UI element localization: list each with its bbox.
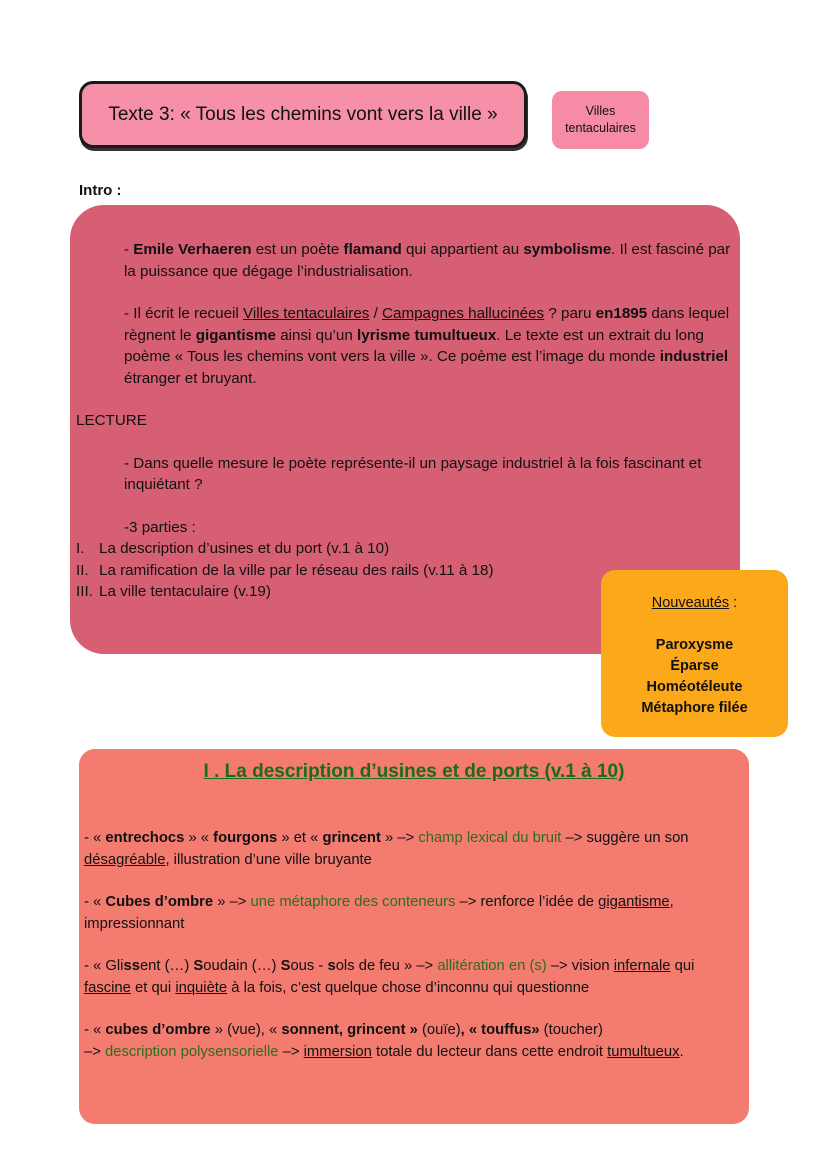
lecture-label: LECTURE (76, 412, 147, 429)
parts-intro: -3 parties : (124, 518, 196, 536)
topic-tag-line1: Villes (585, 104, 616, 118)
nouveautes-item: Éparse (670, 658, 719, 674)
plan-item: II. La ramification de la ville par le réseau des rails (v.11 à 18) (76, 561, 494, 579)
intro-text (76, 239, 736, 603)
topic-tag (552, 91, 649, 149)
nouveautes-box (601, 570, 788, 737)
intro-label: Intro : (79, 182, 122, 199)
analysis-bullet: - « Cubes d’ombre » –> une métaphore des conteneurs –> renforce l’idée de gigantisme, impressionnant (84, 894, 674, 932)
nouveautes-item: Homéotéleute (646, 679, 743, 695)
nouveautes-item: Paroxysme (655, 637, 734, 653)
analysis-bullet: - « cubes d’ombre » (vue), « sonnent, grincent » (ouïe), « touffus» (toucher) –> description polysensorielle –> immersion totale du lecteur dans cette endroit tumultueux. (84, 1022, 684, 1060)
title-box (79, 81, 527, 148)
intro-paragraph-author: - Emile Verhaeren est un poète flamand qui appartient au symbolisme. Il est fasciné par la puissance que dégage l’industrialisation. (124, 241, 731, 280)
part1-title: I . La description d’usines et de ports (v.1 à 10) (203, 761, 625, 782)
page-title: Texte 3: « Tous les chemins vont vers la ville » (108, 103, 498, 125)
intro-paragraph-work: - Il écrit le recueil Villes tentaculaires / Campagnes hallucinées ? paru en1895 dans lequel règnent le gigantisme ainsi qu’un lyrisme tumultueux. Le texte est un extrait du long poème « Tous les chemins vont vers la ville ». Ce poème est l’image du monde industriel étranger et bruyant. (124, 305, 730, 387)
plan-item: III. La ville tentaculaire (v.19) (76, 583, 271, 600)
nouveautes-heading: Nouveautés : (651, 595, 738, 611)
analysis-bullet: - « entrechocs » « fourgons » et « grincent » –> champ lexical du bruit –> suggère un son désagréable, illustration d’une ville bruyante (84, 830, 689, 868)
plan-item: I. La description d’usines et du port (v.1 à 10) (76, 540, 390, 557)
part1-text (84, 828, 744, 1063)
problematique: - Dans quelle mesure le poète représente-il un paysage industriel à la fois fascinant et inquiétant ? (124, 454, 702, 493)
analysis-bullet: - « Glissent (…) Soudain (…) Sous - sols de feu » –> allitération en (s) –> vision infernale qui fascine et qui inquiète à la fois, c’est quelque chose d’inconnu qui questionne (84, 958, 695, 996)
topic-tag-line2: tentaculaires (565, 121, 636, 135)
nouveautes-item: Métaphore filée (641, 700, 748, 716)
